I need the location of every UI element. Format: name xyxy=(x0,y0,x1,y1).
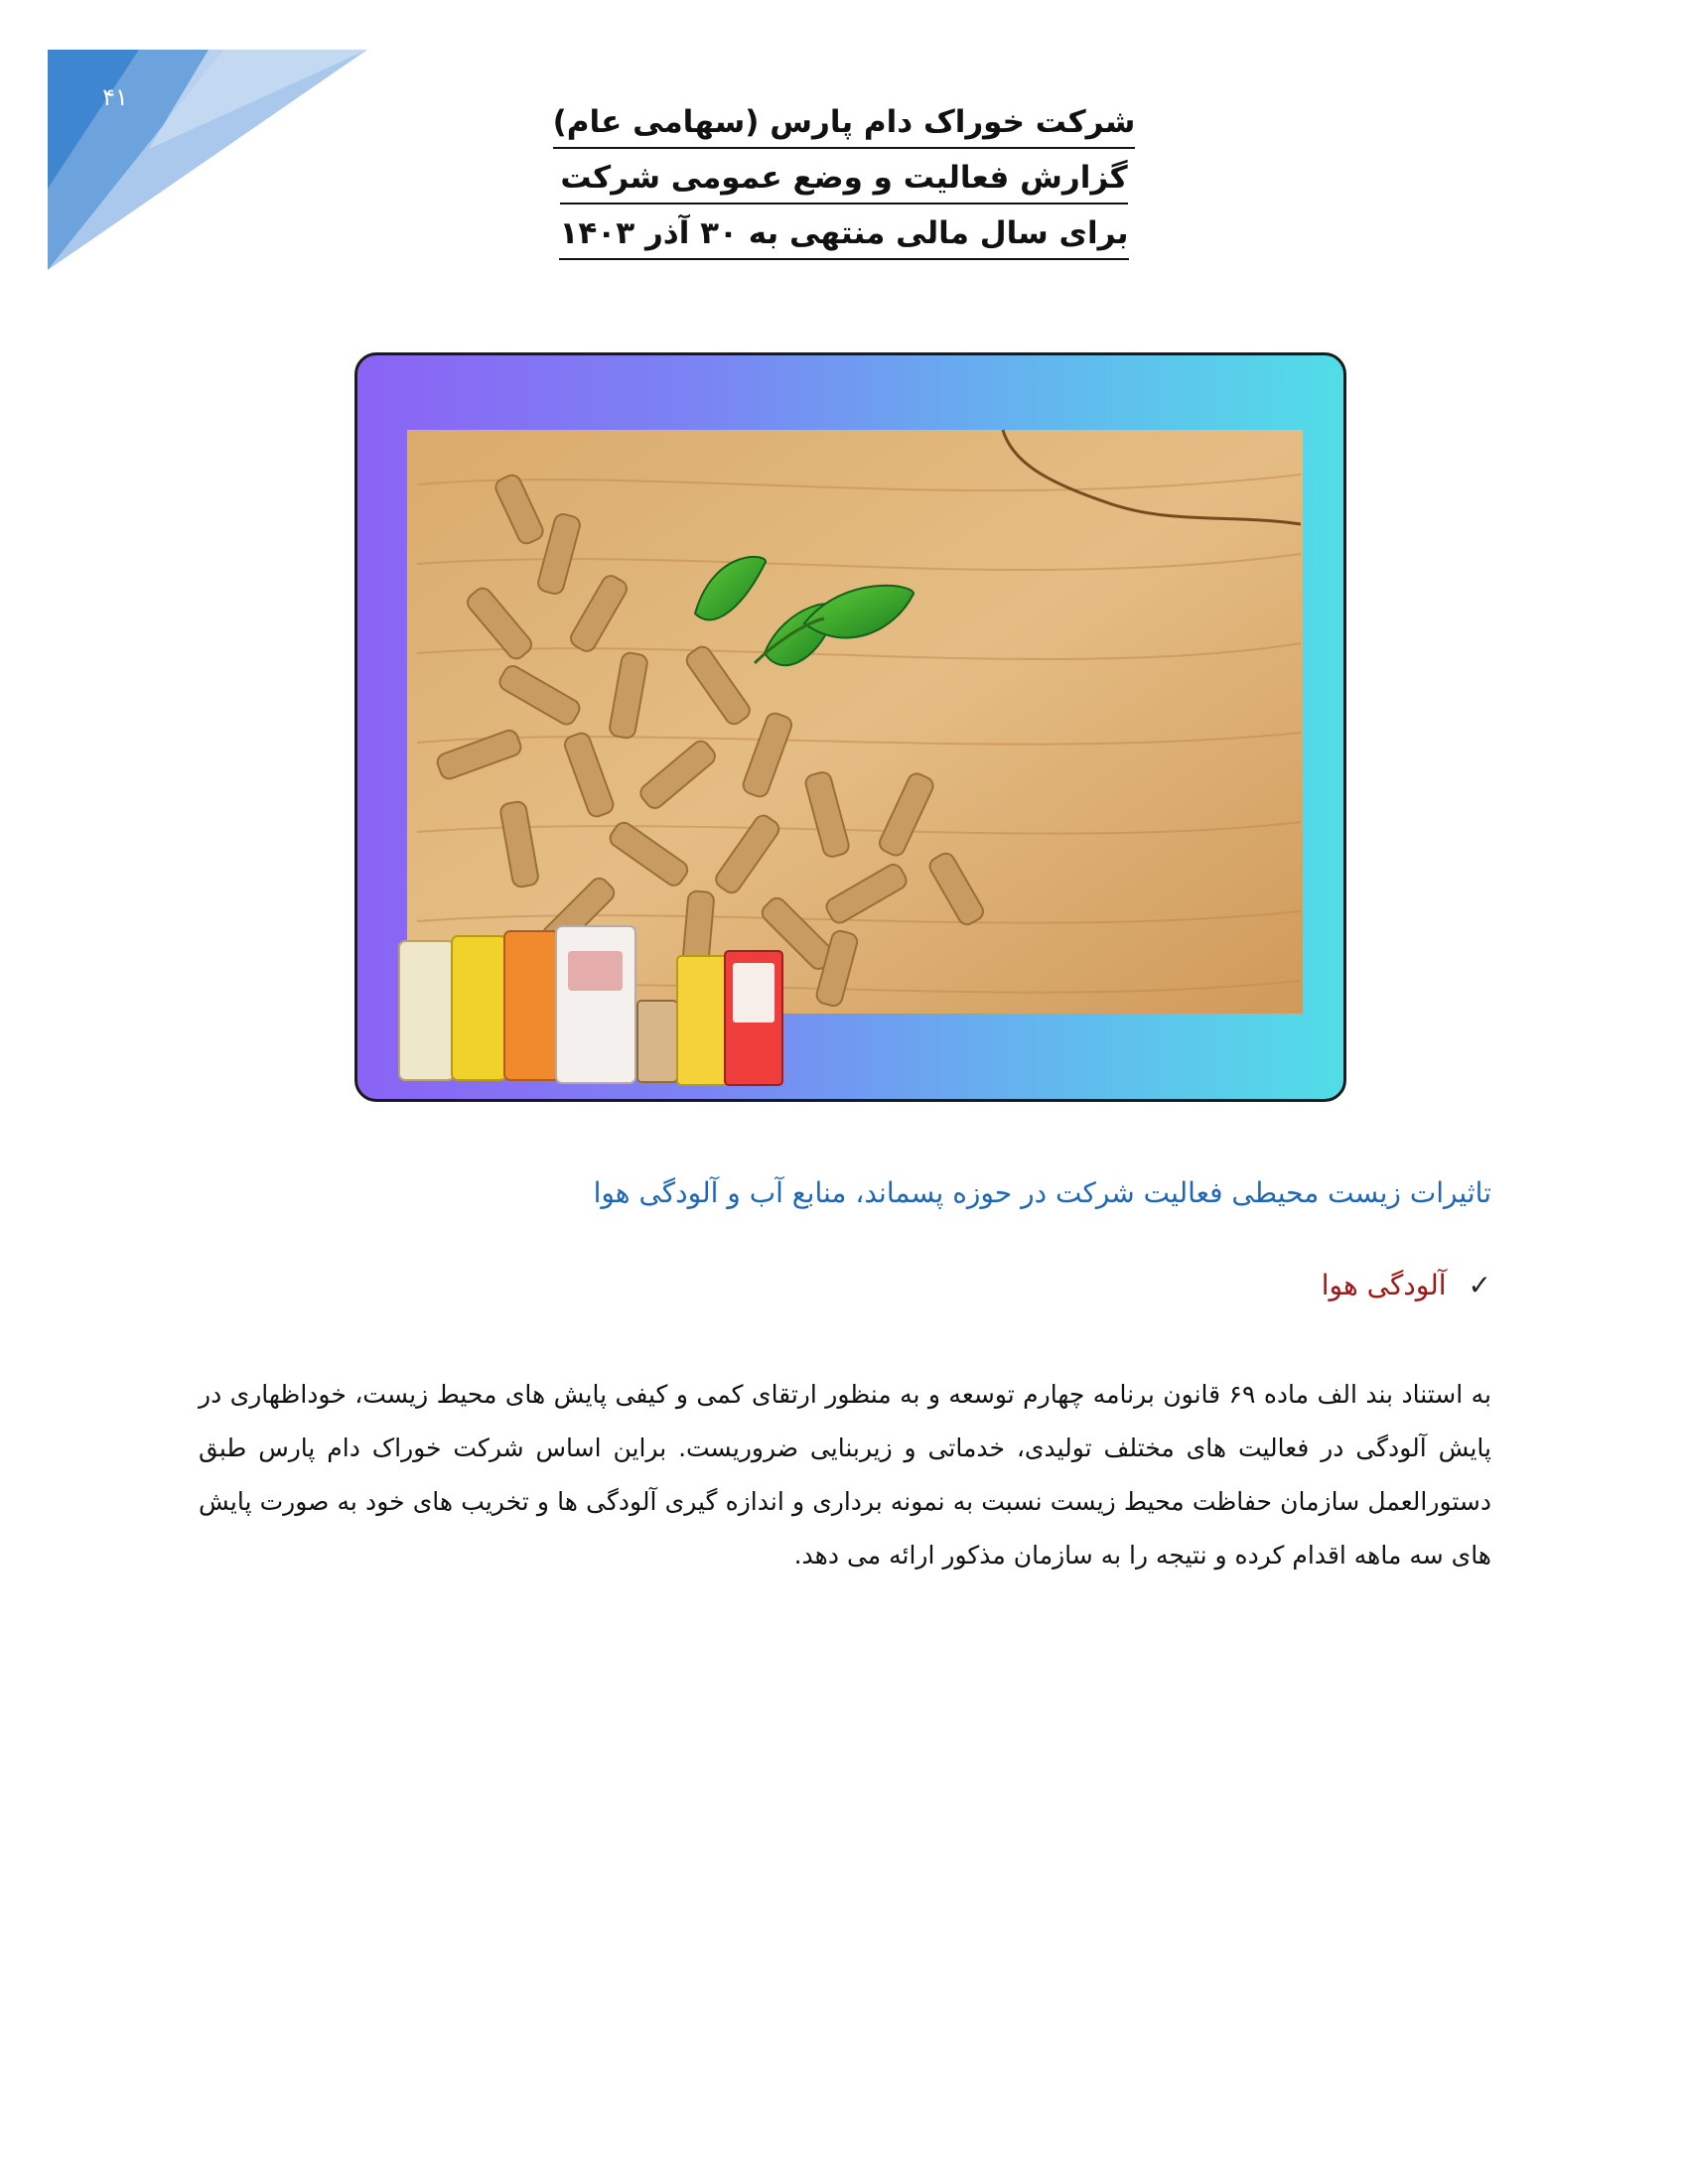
company-title: شرکت خوراک دام پارس (سهامی عام) xyxy=(553,99,1136,149)
body-paragraph: به استناد بند الف ماده ۶۹ قانون برنامه چهارم توسعه و به منظور ارتقای کمی و کیفی پایش های محیط زیست، خوداظهاری در پایش آلودگی در فعالیت های مختلف تولیدی، خدماتی و زیربنایی ضروریست. براین اساس شرکت خوراک دام پارس طبق دستورالعمل سازمان حفاظت محیط زیست نسبت به نمونه برداری و اندازه گیری آلودگی ها و تخریب های خود به صورت پایش های سه ماهه اقدام کرده و نتیجه را به سازمان مذکور ارائه می دهد. xyxy=(199,1380,1491,1570)
page-number: ۴۱ xyxy=(102,83,128,111)
checkmark-icon: ✓ xyxy=(1468,1269,1491,1301)
report-period: برای سال مالی منتهی به ۳۰ آذر ۱۴۰۳ xyxy=(559,210,1128,260)
section-title: تاثیرات زیست محیطی فعالیت شرکت در حوزه پسماند، منابع آب و آلودگی هوا xyxy=(593,1176,1491,1209)
bullet-label: آلودگی هوا xyxy=(1321,1269,1447,1301)
report-header xyxy=(496,99,1192,266)
bullet-item xyxy=(1322,1269,1491,1301)
feed-pellets-photo xyxy=(357,355,1346,1102)
report-title: گزارش فعالیت و وضع عمومی شرکت xyxy=(560,155,1127,205)
corner-decoration xyxy=(0,0,377,278)
feature-image-frame xyxy=(354,352,1346,1102)
